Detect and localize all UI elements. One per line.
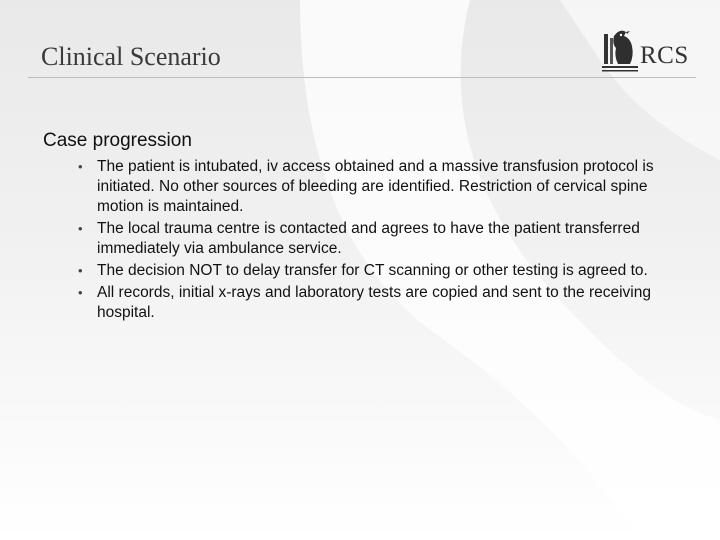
page-title: Clinical Scenario [41, 42, 221, 71]
title-divider [28, 77, 696, 78]
section-heading: Case progression [43, 130, 192, 151]
list-item: • The local trauma centre is contacted and agrees to have the patient transferred immediately via ambulance service. [78, 220, 640, 257]
bullet-icon: • [78, 263, 83, 278]
logo-wordmark: RCS [640, 42, 689, 69]
bullet-icon: • [78, 285, 83, 300]
bullet-list [78, 157, 678, 325]
list-item: • All records, initial x-rays and laboratory tests are copied and sent to the receiving hospital. [78, 284, 651, 321]
bullet-icon: • [78, 221, 83, 236]
list-item: • The patient is intubated, iv access obtained and a massive transfusion protocol is initiated. No other sources of bleeding are identified. Restriction of cervical spine motion is maintained. [78, 158, 654, 215]
list-item: • The decision NOT to delay transfer for CT scanning or other testing is agreed to. [78, 262, 648, 279]
bullet-icon: • [78, 159, 83, 174]
